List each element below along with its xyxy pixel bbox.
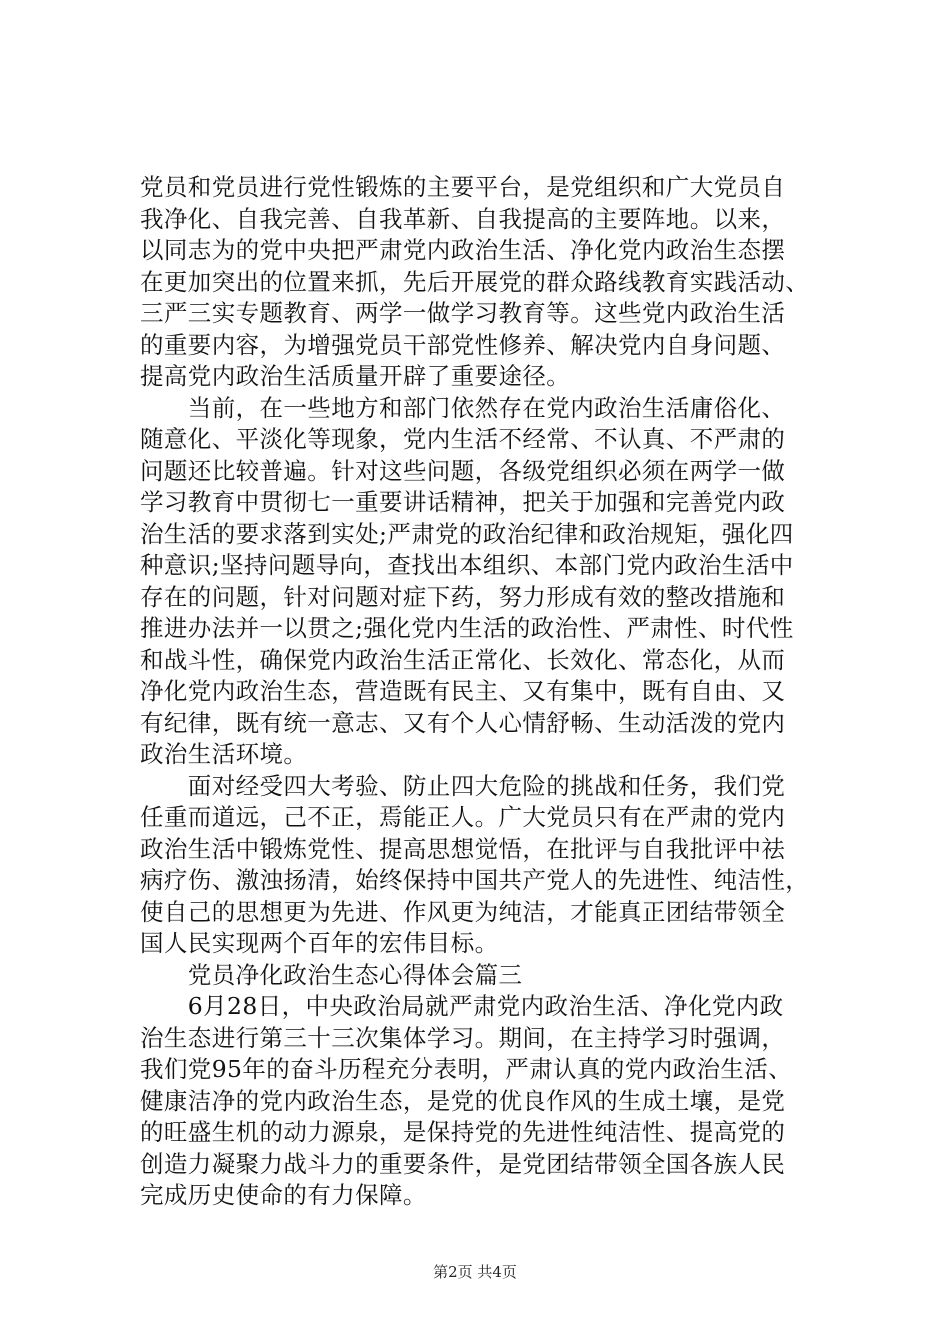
text-line: 随意化、平淡化等现象，党内生活不经常、不认真、不严肃的 [140, 425, 786, 453]
text-line: 政治生活环境。 [140, 740, 308, 768]
text-line: 政治生活中锻炼党性、提高思想觉悟，在批评与自我批评中祛 [140, 834, 786, 863]
text-line: 健康洁净的党内政治生态，是党的优良作风的生成土壤，是党 [140, 1086, 786, 1115]
section-heading: 党员净化政治生态心得体会篇三 [140, 960, 523, 989]
text-line: 在更加突出的位置来抓，先后开展党的群众路线教育实践活动、 [140, 267, 810, 296]
text-line: 以同志为的党中央把严肃党内政治生活、净化党内政治生态摆 [140, 236, 786, 264]
text-line: 当前，在一些地方和部门依然存在党内政治生活庸俗化、 [140, 393, 786, 422]
text-line: 推进办法并一以贯之;强化党内生活的政治性、严肃性、时代性 [140, 614, 794, 642]
text-line: 党员和党员进行党性锻炼的主要平台，是党组织和广大党员自 [140, 173, 786, 201]
text-line: 的旺盛生机的动力源泉，是保持党的先进性纯洁性、提高党的 [140, 1118, 786, 1146]
text-line: 种意识;坚持问题导向，查找出本组织、本部门党内政治生活中 [140, 551, 794, 579]
text-line: 三严三实专题教育、两学一做学习教育等。这些党内政治生活 [140, 299, 786, 327]
text-line: 问题还比较普遍。针对这些问题，各级党组织必须在两学一做 [140, 456, 786, 485]
text-line: 创造力凝聚力战斗力的重要条件，是党团结带领全国各族人民 [140, 1149, 786, 1178]
text-line: 学习教育中贯彻七一重要讲话精神，把关于加强和完善党内政 [140, 488, 786, 516]
text-line: 完成历史使命的有力保障。 [140, 1181, 427, 1209]
text-line: 治生活的要求落到实处;严肃党的政治纪律和政治规矩，强化四 [140, 519, 794, 548]
text-line: 面对经受四大考验、防止四大危险的挑战和任务，我们党 [140, 771, 786, 800]
text-line: 有纪律，既有统一意志、又有个人心情舒畅、生动活泼的党内 [140, 708, 786, 737]
text-line: 净化党内政治生态，营造既有民主、又有集中，既有自由、又 [140, 677, 786, 705]
text-line: 任重而道远，己不正，焉能正人。广大党员只有在严肃的党内 [140, 803, 786, 831]
page-number-footer: 第2页 共4页 [433, 1263, 517, 1281]
text-line: 的重要内容，为增强党员干部党性修养、解决党内自身问题、 [140, 330, 786, 359]
text-line: 使自己的思想更为先进、作风更为纯洁，才能真正团结带领全 [140, 897, 786, 926]
text-line: 治生态进行第三十三次集体学习。期间，在主持学习时强调， [140, 1023, 786, 1052]
text-line: 我净化、自我完善、自我革新、自我提高的主要阵地。以来， [140, 204, 786, 233]
text-line: 国人民实现两个百年的宏伟目标。 [140, 929, 499, 957]
text-line: 提高党内政治生活质量开辟了重要途径。 [140, 362, 571, 390]
text-line: 存在的问题，针对问题对症下药，努力形成有效的整改措施和 [140, 582, 786, 611]
document-body [140, 172, 830, 1212]
text-line: 病疗伤、激浊扬清，始终保持中国共产党人的先进性、纯洁性， [140, 866, 810, 894]
text-line: 我们党95年的奋斗历程充分表明，严肃认真的党内政治生活、 [140, 1055, 793, 1083]
text-line: 和战斗性，确保党内政治生活正常化、长效化、常态化，从而 [140, 645, 786, 674]
text-line: 6月28日，中央政治局就严肃党内政治生活、净化党内政 [140, 992, 784, 1020]
